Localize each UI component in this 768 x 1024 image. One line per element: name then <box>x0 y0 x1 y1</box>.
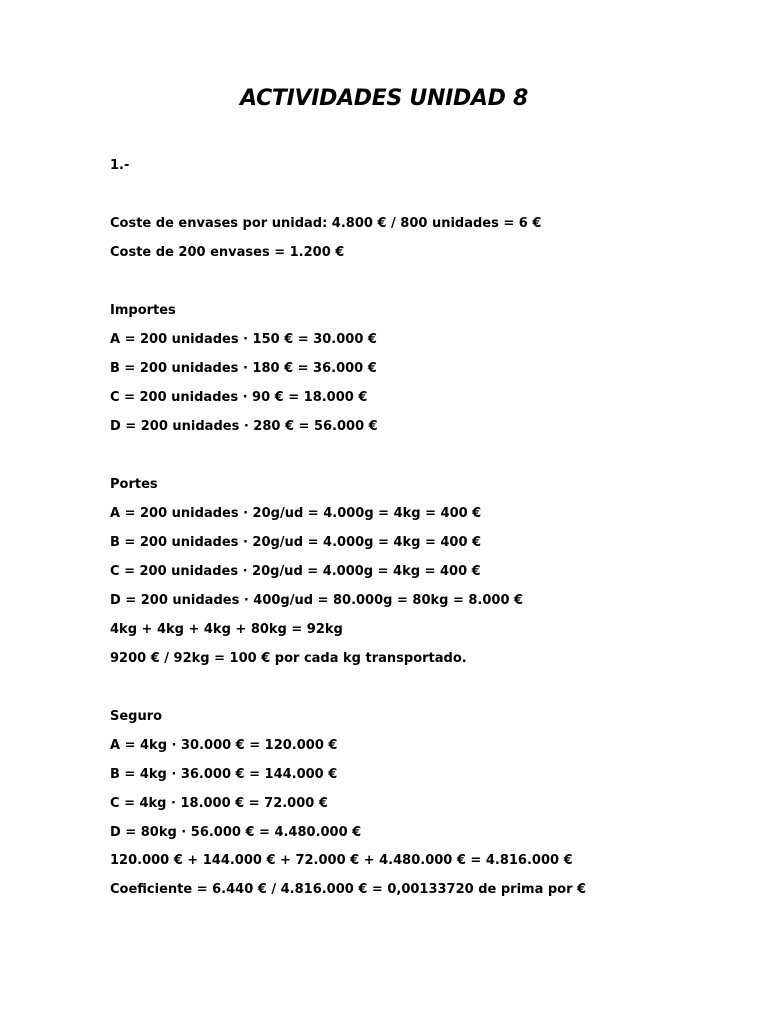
envases-coste-unidad: Coste de envases por unidad: 4.800 € / 800 unidades = 6 € <box>110 216 542 231</box>
portes-line-c: C = 200 unidades · 20g/ud = 4.000g = 4kg = 400 € <box>110 564 481 579</box>
portes-heading: Portes <box>110 477 158 492</box>
importes-line-a: A = 200 unidades · 150 € = 30.000 € <box>110 332 377 347</box>
seguro-total: 120.000 € + 144.000 € + 72.000 € + 4.480.000 € = 4.816.000 € <box>110 853 573 868</box>
seguro-line-d: D = 80kg · 56.000 € = 4.480.000 € <box>110 825 362 840</box>
importes-line-d: D = 200 unidades · 280 € = 56.000 € <box>110 419 378 434</box>
seguro-line-c: C = 4kg · 18.000 € = 72.000 € <box>110 796 328 811</box>
seguro-heading: Seguro <box>110 709 163 724</box>
seguro-line-b: B = 4kg · 36.000 € = 144.000 € <box>110 767 338 782</box>
seguro-coeficiente: Coeficiente = 6.440 € / 4.816.000 € = 0,00133720 de prima por € <box>110 882 587 897</box>
portes-line-b: B = 200 unidades · 20g/ud = 4.000g = 4kg = 400 € <box>110 535 482 550</box>
document-title: ACTIVIDADES UNIDAD 8 <box>240 86 528 111</box>
portes-coste-kg: 9200 € / 92kg = 100 € por cada kg transportado. <box>110 651 467 666</box>
portes-total-kg: 4kg + 4kg + 4kg + 80kg = 92kg <box>110 622 343 637</box>
importes-line-b: B = 200 unidades · 180 € = 36.000 € <box>110 361 377 376</box>
portes-line-a: A = 200 unidades · 20g/ud = 4.000g = 4kg = 400 € <box>110 506 482 521</box>
seguro-line-a: A = 4kg · 30.000 € = 120.000 € <box>110 738 338 753</box>
portes-line-d: D = 200 unidades · 400g/ud = 80.000g = 80kg = 8.000 € <box>110 593 524 608</box>
envases-coste-200: Coste de 200 envases = 1.200 € <box>110 245 345 260</box>
importes-line-c: C = 200 unidades · 90 € = 18.000 € <box>110 390 368 405</box>
importes-heading: Importes <box>110 303 176 318</box>
exercise-number: 1.- <box>110 158 130 173</box>
